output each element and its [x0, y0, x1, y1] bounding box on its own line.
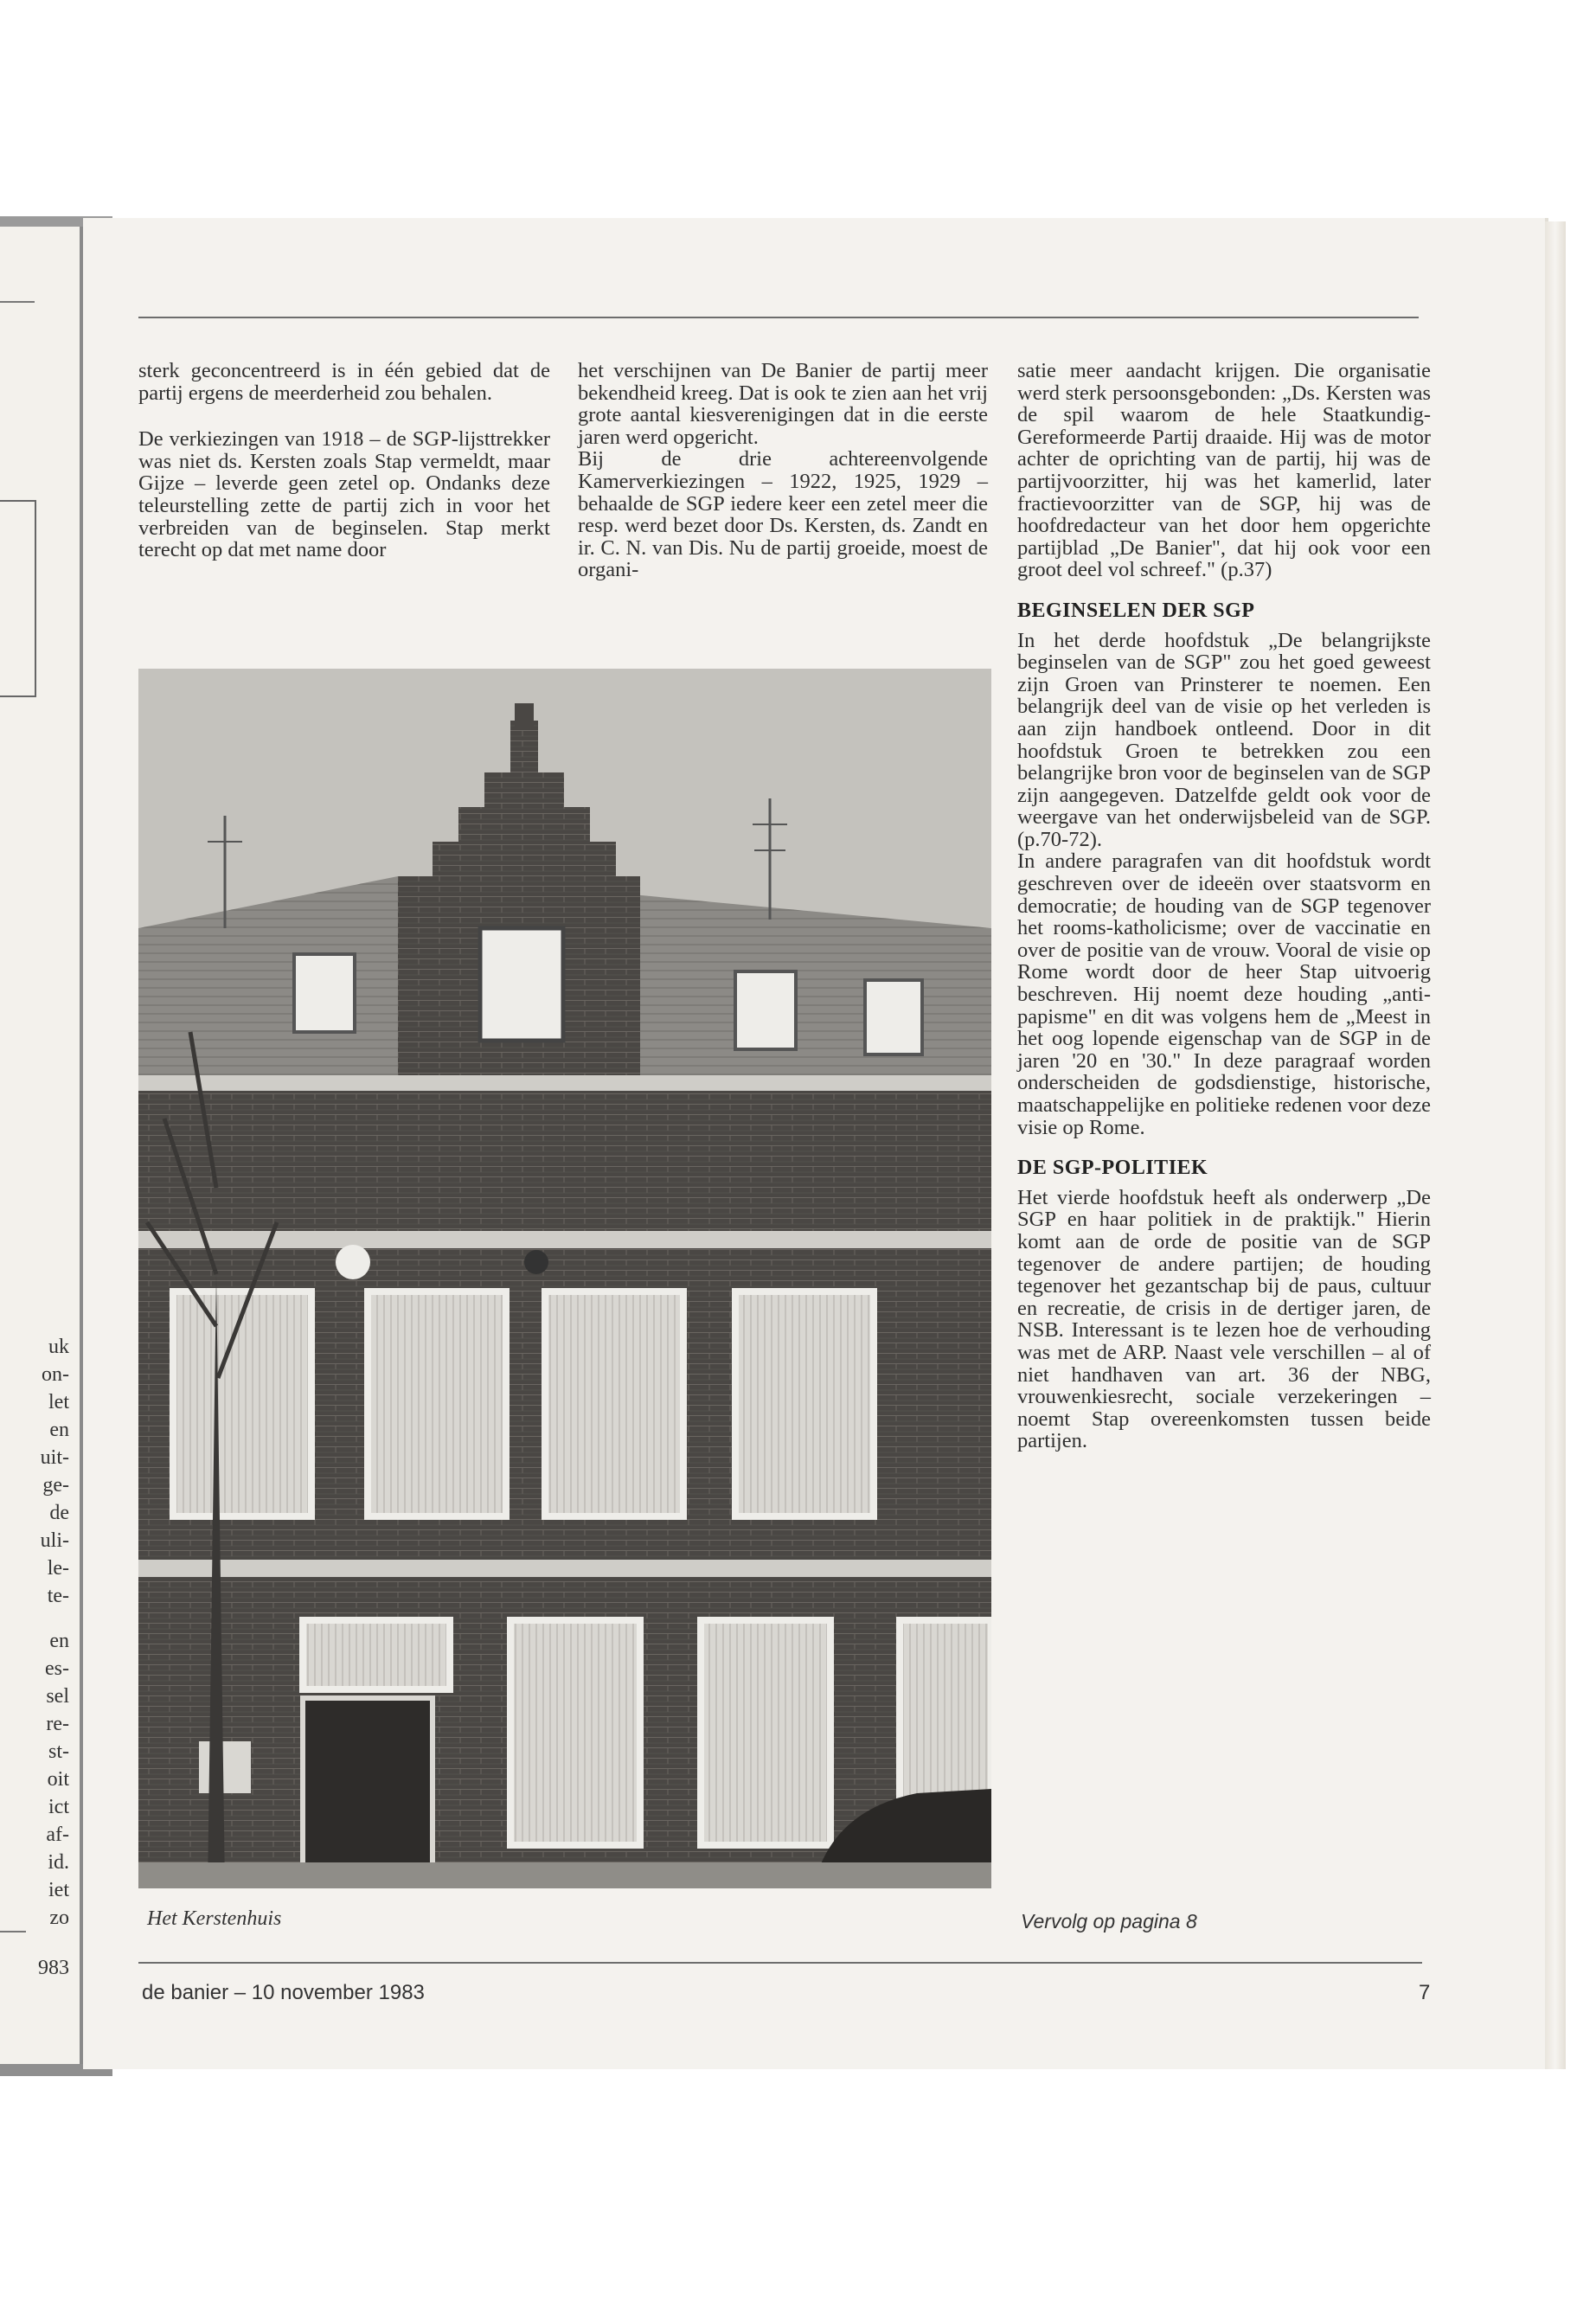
footer-publication: de banier – 10 november 1983	[142, 1981, 425, 2004]
prev-page-fragment: af-	[46, 1823, 69, 1846]
prev-page-fragment: en	[49, 1630, 69, 1652]
header-rule	[138, 317, 1419, 318]
prev-page-fragment: uk	[48, 1336, 69, 1358]
kerstenhuis-photo	[138, 669, 991, 1888]
col1-paragraph-1: sterk geconcentreerd is in één gebied dat de partij ergens de meerderheid zou behalen.	[138, 359, 550, 405]
prev-page-fragment: zo	[49, 1907, 69, 1929]
section-heading-beginselen: BEGINSELEN DER SGP	[1017, 599, 1255, 622]
prev-page-fragment: de	[49, 1502, 69, 1524]
column-3	[1017, 360, 1431, 1452]
prev-page-fragment: ge-	[42, 1474, 69, 1497]
prev-page-fragment: st-	[48, 1740, 69, 1763]
prev-page-fragment: es-	[45, 1657, 69, 1680]
continued-note: Vervolg op pagina 8	[1021, 1910, 1197, 1932]
prev-page-fragment: re-	[46, 1713, 69, 1735]
footer-rule	[138, 1962, 1422, 1964]
prev-page-fragment: sel	[46, 1685, 69, 1708]
prev-page-fragment: id.	[48, 1851, 69, 1874]
photo-caption: Het Kerstenhuis	[147, 1907, 282, 1930]
prev-page-fragment: uit-	[40, 1446, 69, 1469]
prev-page-rule	[0, 301, 35, 303]
col2-paragraph-2: Bij de drie achtereenvolgende Kamerverkiezingen – 1922, 1925, 1929 – behaalde de SGP iedere keer een zetel meer die resp. werd bezet door Ds. Kersten, ds. Zandt en ir. C. N. van Dis. Nu de partij groeide, moest de organi-	[578, 447, 988, 582]
prev-page-fragment: ict	[48, 1796, 69, 1818]
building-illustration	[138, 669, 991, 1888]
prev-page-fragment: en	[49, 1419, 69, 1441]
column-1	[138, 360, 550, 561]
prev-page-fragment: uli-	[40, 1529, 69, 1552]
col3-paragraph-2: In het derde hoofdstuk „De belangrijkste beginselen van de SGP" zou het goed geweest zijn Groen van Prinsterer te noemen. Een belangrijk deel van de visie op het verleden is aan zijn handboek ontleend. Door in dit hoofdstuk Groen te betrekken zou een belangrijke bron voor de beginselen van de SGP zijn aangegeven. Datzelfde geldt ook voor de weergave van het onderwijsbeleid van de SGP. (p.70-72).	[1017, 628, 1431, 851]
page-number: 7	[1419, 1981, 1431, 2004]
section-heading-politiek: DE SGP-POLITIEK	[1017, 1157, 1208, 1180]
prev-page-fragment: iet	[48, 1879, 69, 1901]
page-stack-edge	[1545, 221, 1566, 2069]
prev-page-fragment: oit	[47, 1768, 69, 1791]
prev-page-fragment: le-	[47, 1557, 69, 1580]
prev-page-fragment: let	[48, 1391, 69, 1413]
col3-paragraph-4: Het vierde hoofdstuk heeft als onderwerp „De SGP en haar politiek in de praktijk." Hierin komt aan de orde de positie van de SGP tegenover de andere partijen; de houding tegenover het gezantschap bij de paus, cultuur en recreatie, de crisis in de dertiger jaren, de NSB. Interessant is te lezen hoe de verhouding was met de ARP. Naast vele verschillen – al of niet handhaven van art. 36 der NBG, vrouwenkiesrecht, sociale verzekeringen – noemt Stap overeenkomsten tussen beide partijen.	[1017, 1185, 1431, 1453]
column-2	[578, 360, 988, 581]
prev-page-box	[0, 500, 36, 697]
col2-paragraph-1: het verschijnen van De Banier de partij meer bekendheid kreeg. Dat is ook te zien aan het vrij grote aantal kiesverenigingen dat in die eerste jaren werd opgericht.	[578, 359, 988, 449]
prev-page-year: 983	[38, 1957, 69, 1979]
col3-paragraph-3: In andere paragrafen van dit hoofdstuk wordt geschreven over de ideeën over staatsvorm en democratie; de houding van de SGP tegenover het rooms-katholicisme; over de vaccinatie en over de positie van de vrouw. Vooral de visie op Rome wordt door de heer Stap uitvoerig beschreven. Hij noemt deze houding „anti-papisme" en dit was volgens hem de „Meest in het oog lopende eigenschap van de SGP in de jaren '20 en '30." In deze paragraaf worden onderscheiden de godsdienstige, historische, maatschappelijke en politieke redenen voor deze visie op Rome.	[1017, 849, 1431, 1139]
prev-page-fragment: te-	[47, 1585, 69, 1607]
prev-page-fragment: on-	[42, 1363, 69, 1386]
prev-page-bottom-rule	[0, 1931, 26, 1932]
col3-paragraph-1: satie meer aandacht krijgen. Die organisatie werd sterk persoonsgebonden: „Ds. Kersten was de spil waarom de hele Staatkundig-Gereformeerde Partij draaide. Hij was de motor achter de oprichting van de partij, hij was de partijvoorzitter, hij was het kamerlid, later fractievoorzitter van de SGP, hij was de hoofdredacteur van het door hem opgerichte partijblad „De Banier", dat hij ook voor een groot deel vol schreef." (p.37)	[1017, 359, 1431, 582]
col1-paragraph-2: De verkiezingen van 1918 – de SGP-lijsttrekker was niet ds. Kersten zoals Stap vermeldt, maar Gijze – leverde geen zetel op. Ondanks deze teleurstelling zette de partij zich in voor het verbreiden van de beginselen. Stap merkt terecht op dat met name door	[138, 427, 550, 562]
